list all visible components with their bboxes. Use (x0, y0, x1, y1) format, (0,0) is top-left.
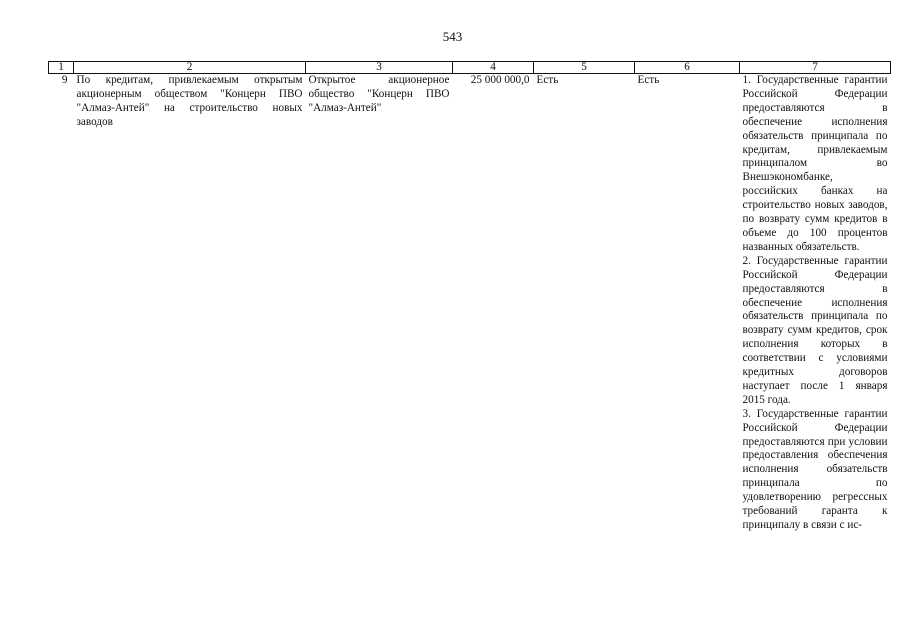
condition-paragraph-3: 3. Государственные гарантии Российской Федерации предоставляются при условии предоставления обеспечения исполнения обязательств принципала по удовлетворению регрессных требований гаранта к принципалу в связи с ис- (742, 407, 888, 531)
condition-paragraph-1: 1. Государственные гарантии Российской Федерации предоставляются в обеспечение исполнения обязательств принципала по кредитам, привлекаемым принципалом во Внешэкономбанке, российских банках на строительство новых заводов, по возврату сумм кредитов в объеме до 100 процентов названных обязательств. (742, 74, 888, 253)
guarantee-conditions (740, 74, 891, 533)
column-header-4: 4 (453, 62, 534, 74)
column-header-7: 7 (740, 62, 891, 74)
page-number: 543 (442, 29, 463, 44)
column-6-value: Есть (637, 74, 660, 86)
row-number: 9 (61, 74, 68, 86)
guarantee-table (48, 61, 891, 533)
column-header-3: 3 (306, 62, 453, 74)
column-header-2: 2 (74, 62, 306, 74)
column-number-row (49, 62, 891, 74)
column-header-5: 5 (534, 62, 635, 74)
column-header-1: 1 (49, 62, 74, 74)
guarantee-amount: 25 000 000,0 (470, 74, 530, 86)
principal-name: Открытое акционерное общество "Концерн ПВО "Алмаз-Антей" (308, 74, 450, 114)
condition-paragraph-2: 2. Государственные гарантии Российской Федерации предоставляются в обеспечение исполнения обязательств принципала по возврату сумм кредитов, срок исполнения которых в соответствии с условиями кредитных договоров наступает после 1 января 2015 года. (742, 254, 888, 406)
column-5-value: Есть (536, 74, 559, 86)
guarantee-purpose: По кредитам, привлекаемым открытым акционерным обществом "Концерн ПВО "Алмаз-Антей" на строительство новых заводов (76, 74, 303, 128)
column-header-6: 6 (635, 62, 740, 74)
table-row (49, 74, 891, 533)
